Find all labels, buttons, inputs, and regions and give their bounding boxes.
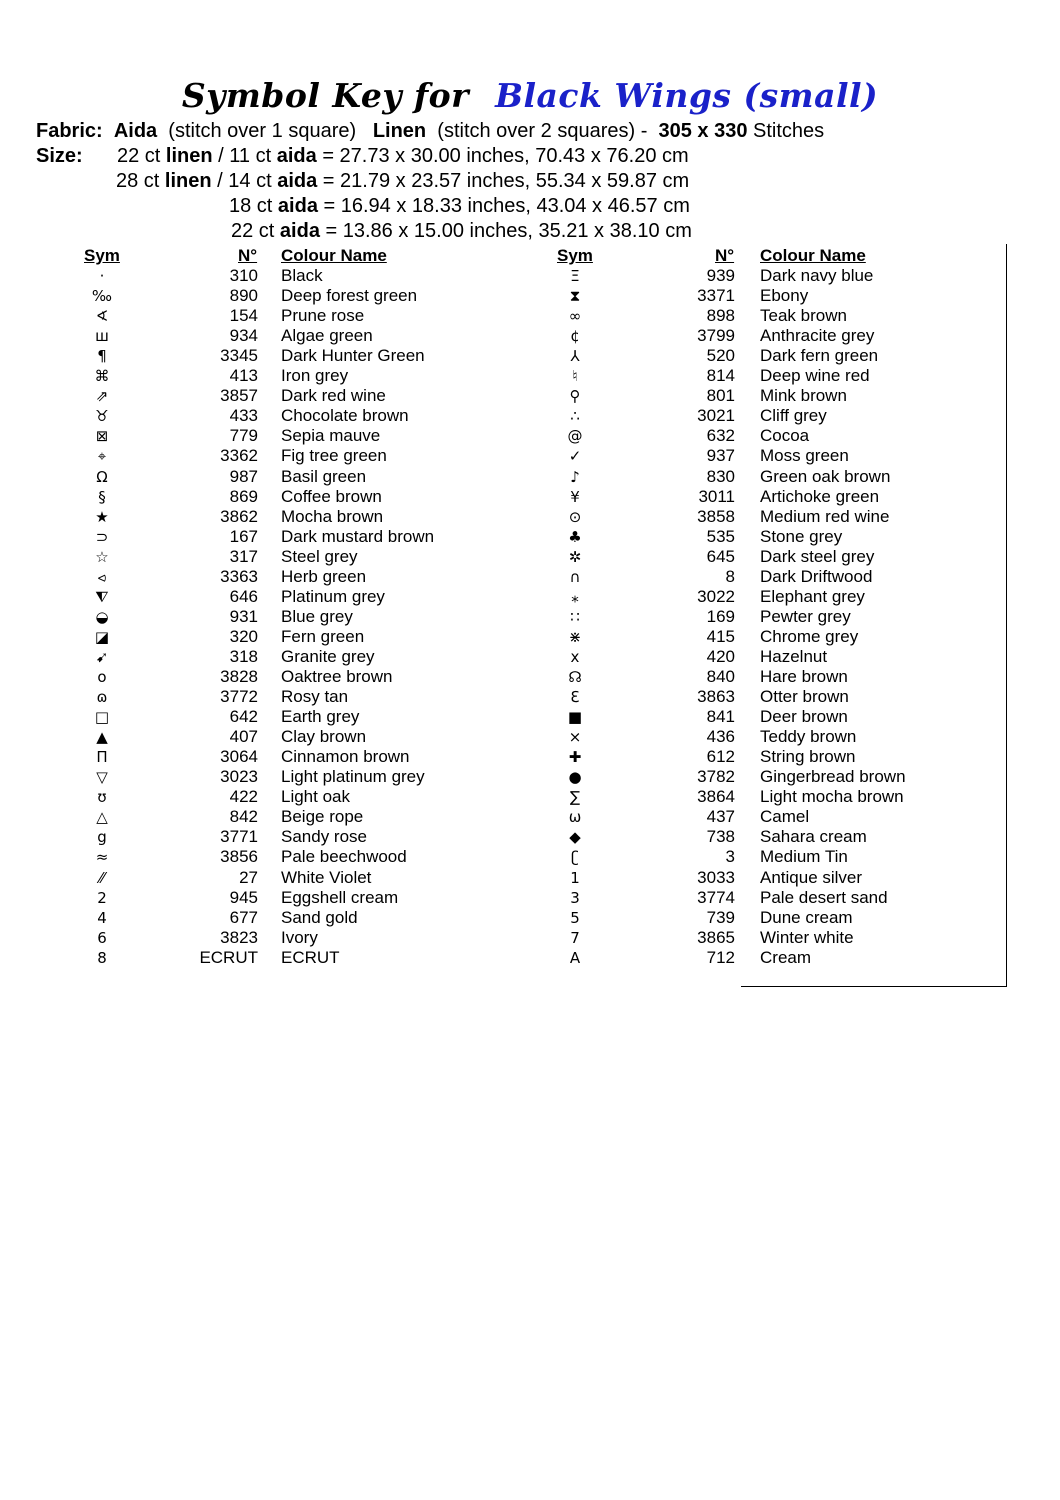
- thread-number: 520: [706, 346, 735, 366]
- thread-number: 738: [706, 827, 735, 847]
- colour-name: Earth grey: [281, 707, 360, 727]
- symbol-glyph: ⅄: [570, 347, 580, 366]
- size-count: 22 ct: [117, 145, 161, 167]
- thread-number: 3362: [220, 446, 258, 466]
- thread-number: 3011: [698, 486, 735, 506]
- colour-name: Stone grey: [760, 526, 843, 546]
- symbol-glyph: ■: [567, 708, 583, 727]
- symbol-glyph: ◆: [569, 828, 581, 847]
- symbol-glyph: o: [97, 668, 107, 686]
- colour-name: Granite grey: [281, 646, 375, 666]
- thread-number: 318: [229, 646, 258, 666]
- symbol-glyph: g: [97, 828, 107, 847]
- symbol-glyph: ♉: [95, 407, 109, 426]
- colour-name: Dark fern green: [760, 346, 879, 366]
- symbol-glyph: ⁎: [571, 587, 579, 606]
- symbol-glyph: ω: [568, 808, 582, 827]
- symbol-glyph: ⊙: [568, 507, 582, 526]
- thread-number: ECRUT: [199, 947, 258, 967]
- symbol-glyph: ∢: [95, 307, 109, 326]
- thread-number: 801: [706, 386, 735, 406]
- colour-name: Iron grey: [281, 366, 349, 386]
- colour-name: Hare brown: [760, 667, 848, 686]
- thread-number: 3363: [220, 566, 258, 586]
- size-fabric: aida: [279, 220, 320, 242]
- thread-number: 437: [706, 807, 735, 827]
- symbol-glyph: x: [570, 647, 580, 666]
- fabric-aida-note: (stitch over 1 square): [168, 120, 357, 142]
- thread-number: 3021: [697, 406, 735, 426]
- colour-name: Fig tree green: [281, 446, 387, 466]
- colour-name: Teddy brown: [760, 727, 857, 747]
- thread-number: 612: [706, 747, 735, 767]
- thread-number: 3782: [697, 767, 735, 787]
- thread-number: 320: [229, 626, 258, 646]
- thread-number: 945: [229, 887, 258, 907]
- colour-name: Oaktree brown: [281, 667, 393, 686]
- symbol-glyph: ∷: [570, 607, 580, 626]
- symbol-glyph: 6: [97, 928, 107, 947]
- size-line-1: [117, 145, 689, 168]
- thread-number: 842: [229, 807, 258, 827]
- colour-name: Winter white: [760, 927, 854, 947]
- colour-name: Sand gold: [281, 907, 358, 927]
- page-title: [0, 76, 1060, 115]
- thread-number: 3856: [220, 847, 258, 867]
- symbol-glyph: ¶: [97, 347, 107, 366]
- fabric-aida: Aida: [113, 120, 158, 142]
- size-dimensions: = 27.73 x 30.00 inches, 70.43 x 76.20 cm: [322, 145, 689, 167]
- symbol-glyph: 2: [97, 888, 107, 907]
- thread-number: 3772: [220, 687, 258, 707]
- symbol-glyph: 5: [570, 908, 580, 927]
- symbol-glyph: ▽: [96, 768, 108, 787]
- symbol-glyph: ✚: [568, 748, 582, 767]
- symbol-glyph: ➹: [95, 647, 109, 666]
- thread-number: 8: [725, 566, 735, 586]
- symbol-glyph: ⨯: [568, 728, 582, 747]
- thread-number: 931: [229, 606, 258, 626]
- thread-number: 3828: [220, 667, 258, 686]
- thread-number: 840: [706, 667, 735, 686]
- colour-name: Dark Hunter Green: [281, 346, 425, 366]
- thread-number: 898: [706, 306, 735, 326]
- colour-name: Sahara cream: [760, 827, 867, 847]
- thread-number: 3862: [220, 506, 258, 526]
- colour-name: Pewter grey: [760, 606, 851, 626]
- thread-number: 415: [706, 626, 735, 646]
- thread-number: 3033: [697, 867, 735, 887]
- colour-name: Dark navy blue: [760, 266, 874, 285]
- thread-number: 937: [706, 446, 735, 466]
- colour-name: Beige rope: [281, 807, 364, 827]
- symbol-glyph: §: [98, 487, 106, 506]
- thread-number: 407: [229, 727, 258, 747]
- thread-number: 890: [229, 286, 258, 306]
- size-line-3: [229, 195, 690, 218]
- colour-name: Medium Tin: [760, 847, 848, 867]
- symbol-glyph: ∞: [568, 307, 582, 326]
- thread-number: 3371: [697, 286, 735, 306]
- colour-name: Deer brown: [760, 707, 848, 727]
- symbol-glyph: ʊ: [97, 788, 107, 807]
- fabric-linen: Linen: [372, 120, 427, 142]
- colour-name: Ivory: [281, 927, 318, 947]
- colour-name: Otter brown: [760, 687, 849, 707]
- size-count: / 11 ct: [218, 145, 272, 167]
- symbol-glyph: ¥: [570, 487, 580, 506]
- colour-name: Platinum grey: [281, 586, 385, 606]
- symbol-glyph: ⊠: [95, 427, 109, 446]
- thread-number: 3774: [697, 887, 735, 907]
- size-dimensions: = 13.86 x 15.00 inches, 35.21 x 38.10 cm: [325, 220, 692, 242]
- thread-number: 535: [706, 526, 735, 546]
- colour-name: Elephant grey: [760, 586, 865, 606]
- colour-name: Coffee brown: [281, 486, 382, 506]
- size-count: 28 ct: [116, 170, 160, 192]
- colour-name: Dark steel grey: [760, 546, 875, 566]
- symbol-glyph: ɷ: [96, 688, 108, 707]
- symbol-glyph: ∑: [569, 788, 581, 807]
- thread-number: 169: [706, 606, 735, 626]
- colour-name: Clay brown: [281, 727, 367, 747]
- fabric-label: Fabric:: [36, 120, 103, 142]
- symbol-glyph: ⧗: [569, 287, 581, 306]
- colour-name: Green oak brown: [760, 466, 891, 486]
- header-num-right: N°: [715, 246, 735, 265]
- title-prefix: Symbol Key for: [181, 76, 470, 115]
- colour-name: String brown: [760, 747, 856, 767]
- symbol-glyph: Ω: [96, 467, 108, 486]
- header-sym-left: Sym: [84, 246, 120, 265]
- size-fabric: linen: [164, 170, 212, 192]
- symbol-glyph: ✲: [568, 547, 582, 566]
- header-name-left: Colour Name: [281, 246, 387, 265]
- colour-name: Moss green: [760, 446, 849, 466]
- size-count: 18 ct: [229, 195, 273, 217]
- thread-number: 3022: [697, 586, 735, 606]
- thread-number: 646: [229, 586, 258, 606]
- thread-number: 3: [725, 847, 735, 867]
- colour-name: Gingerbread brown: [760, 767, 906, 787]
- colour-name: Light platinum grey: [281, 767, 425, 787]
- symbol-glyph: ∩: [569, 567, 581, 586]
- thread-number: 712: [706, 947, 735, 967]
- symbol-glyph: ●: [568, 768, 582, 787]
- size-label: Size:: [36, 145, 83, 167]
- size-fabric: linen: [165, 145, 213, 167]
- thread-number: 154: [229, 306, 258, 326]
- thread-number: 3823: [220, 927, 258, 947]
- colour-name: Chrome grey: [760, 626, 859, 646]
- colour-name: Chocolate brown: [281, 406, 409, 426]
- thread-number: 779: [229, 426, 258, 446]
- symbol-glyph: ✓: [568, 447, 582, 466]
- table-border-right: [1006, 244, 1007, 987]
- colour-name: Steel grey: [281, 546, 358, 566]
- colour-name: Dark Driftwood: [760, 566, 873, 586]
- thread-number: 645: [706, 546, 735, 566]
- thread-number: 3857: [220, 386, 258, 406]
- symbol-glyph: 8: [97, 948, 107, 967]
- colour-name: Sepia mauve: [281, 426, 381, 446]
- size-dimensions: = 16.94 x 18.33 inches, 43.04 x 46.57 cm: [323, 195, 690, 217]
- size-fabric: aida: [277, 170, 318, 192]
- thread-number: 869: [229, 486, 258, 506]
- symbol-glyph: 4: [97, 908, 107, 927]
- thread-number: 677: [229, 907, 258, 927]
- colour-name: Blue grey: [281, 606, 353, 626]
- thread-number: 167: [229, 526, 258, 546]
- colour-name: Dune cream: [760, 907, 853, 927]
- thread-number: 632: [706, 426, 735, 446]
- stitch-count: 305 x 330: [658, 120, 748, 142]
- colour-name: Cliff grey: [760, 406, 827, 426]
- symbol-glyph: ★: [95, 507, 109, 526]
- colour-name: Algae green: [281, 326, 373, 346]
- thread-number: 413: [229, 366, 258, 386]
- thread-number: 3345: [220, 346, 258, 366]
- symbol-glyph: @: [567, 427, 583, 446]
- colour-name: Eggshell cream: [281, 887, 399, 907]
- symbol-glyph: Ξ: [570, 267, 580, 285]
- symbol-glyph: ∴: [570, 407, 580, 426]
- thread-number: 841: [706, 707, 735, 727]
- header-sym-right: Sym: [557, 246, 593, 265]
- thread-number: 3865: [697, 927, 735, 947]
- symbol-glyph: ·: [99, 267, 105, 285]
- colour-name: Basil green: [281, 466, 367, 486]
- colour-name: Dark red wine: [281, 386, 386, 406]
- symbol-glyph: ☊: [568, 668, 582, 686]
- symbol-glyph: 7: [570, 928, 580, 947]
- thread-number: 739: [706, 907, 735, 927]
- size-count: 22 ct: [231, 220, 275, 242]
- thread-number: 3799: [697, 326, 735, 346]
- colour-name: Black: [281, 266, 323, 285]
- thread-number: 934: [229, 326, 258, 346]
- colour-name: Anthracite grey: [760, 326, 875, 346]
- symbol-glyph: ш: [95, 327, 109, 346]
- header-name-right: Colour Name: [760, 246, 866, 265]
- thread-number: 317: [229, 546, 258, 566]
- thread-number: 422: [229, 787, 258, 807]
- symbol-glyph: △: [96, 808, 108, 827]
- colour-name: Ebony: [760, 286, 809, 306]
- colour-name: Hazelnut: [760, 646, 828, 666]
- fabric-line: [36, 120, 824, 143]
- colour-name: Dark mustard brown: [281, 526, 435, 546]
- symbol-glyph: ⌖: [97, 447, 107, 466]
- thread-number: 3858: [697, 506, 735, 526]
- thread-number: 436: [706, 727, 735, 747]
- colour-name: White Violet: [281, 867, 372, 887]
- symbol-glyph: A: [569, 948, 581, 967]
- thread-number: 3064: [220, 747, 258, 767]
- size-dimensions: = 21.79 x 23.57 inches, 55.34 x 59.87 cm: [322, 170, 690, 192]
- colour-name: Rosy tan: [281, 687, 349, 707]
- colour-name: Deep forest green: [281, 286, 418, 306]
- symbol-glyph: ¢: [570, 327, 580, 346]
- symbol-glyph: □: [94, 708, 110, 727]
- colour-name: Sandy rose: [281, 827, 367, 847]
- colour-name: Deep wine red: [760, 366, 870, 386]
- colour-name: Cocoa: [760, 426, 810, 446]
- colour-name: Mink brown: [760, 386, 847, 406]
- size-count: / 14 ct: [217, 170, 272, 192]
- size-line-4: [231, 220, 692, 243]
- colour-name: Camel: [760, 807, 810, 827]
- colour-name: Antique silver: [760, 867, 863, 887]
- symbol-glyph: ⧨: [95, 587, 109, 606]
- symbol-glyph: ⌘: [94, 367, 110, 386]
- symbol-glyph: ℇ: [570, 688, 580, 707]
- symbol-glyph: ≈: [95, 848, 109, 867]
- colour-name: Fern green: [281, 626, 365, 646]
- size-fabric: aida: [276, 145, 317, 167]
- colour-name: Mocha brown: [281, 506, 384, 526]
- symbol-glyph: ♮: [572, 367, 578, 386]
- colour-name: Cream: [760, 947, 812, 967]
- thread-number: 3771: [220, 827, 258, 847]
- size-fabric: aida: [277, 195, 318, 217]
- symbol-glyph: ▲: [96, 728, 108, 747]
- colour-name: Artichoke green: [760, 486, 880, 506]
- symbol-glyph: ♣: [568, 527, 582, 546]
- symbol-glyph: ☆: [95, 547, 109, 566]
- symbol-glyph: ♪: [570, 467, 580, 486]
- symbol-glyph: ⊃: [95, 527, 109, 546]
- thread-number: 814: [706, 366, 735, 386]
- colour-name: Prune rose: [281, 306, 365, 326]
- symbol-glyph: Π: [96, 748, 108, 767]
- symbol-glyph: 3: [570, 888, 580, 907]
- stitch-count-label: Stitches: [753, 120, 825, 142]
- fabric-linen-note: (stitch over 2 squares) -: [437, 120, 648, 142]
- symbol-glyph: ⪦: [97, 567, 107, 586]
- thread-number: 939: [706, 266, 735, 285]
- colour-name: Pale desert sand: [760, 887, 888, 907]
- colour-name: Pale beechwood: [281, 847, 407, 867]
- thread-number: 3023: [220, 767, 258, 787]
- thread-number: 3864: [697, 787, 735, 807]
- thread-number: 642: [229, 707, 258, 727]
- symbol-glyph: ⇗: [95, 387, 109, 406]
- colour-name: Herb green: [281, 566, 367, 586]
- symbol-glyph: ⋇: [568, 627, 582, 646]
- colour-name: Medium red wine: [760, 506, 890, 526]
- colour-name: Light mocha brown: [760, 787, 904, 807]
- symbol-glyph: 1: [570, 868, 580, 887]
- symbol-glyph: ʗ: [571, 848, 579, 867]
- symbol-glyph: ◒: [95, 607, 109, 626]
- symbol-glyph: ‰: [91, 287, 113, 306]
- thread-number: 420: [706, 646, 735, 666]
- thread-number: 830: [706, 466, 735, 486]
- colour-name: Cinnamon brown: [281, 747, 410, 767]
- header-num-left: N°: [238, 246, 258, 265]
- thread-number: 987: [229, 466, 258, 486]
- size-line-2: [116, 170, 689, 193]
- thread-number: 310: [229, 266, 258, 285]
- symbol-glyph: ⁄⁄: [99, 868, 105, 887]
- colour-name: Light oak: [281, 787, 350, 807]
- thread-number: 433: [229, 406, 258, 426]
- colour-name: Teak brown: [760, 306, 847, 326]
- table-border-bottom: [741, 986, 1007, 987]
- pattern-name: Black Wings (small): [495, 76, 879, 115]
- symbol-glyph: ◪: [94, 627, 110, 646]
- thread-number: 3863: [697, 687, 735, 707]
- colour-name: ECRUT: [281, 947, 340, 967]
- symbol-glyph: ⚲: [569, 387, 581, 406]
- thread-number: 27: [239, 867, 258, 887]
